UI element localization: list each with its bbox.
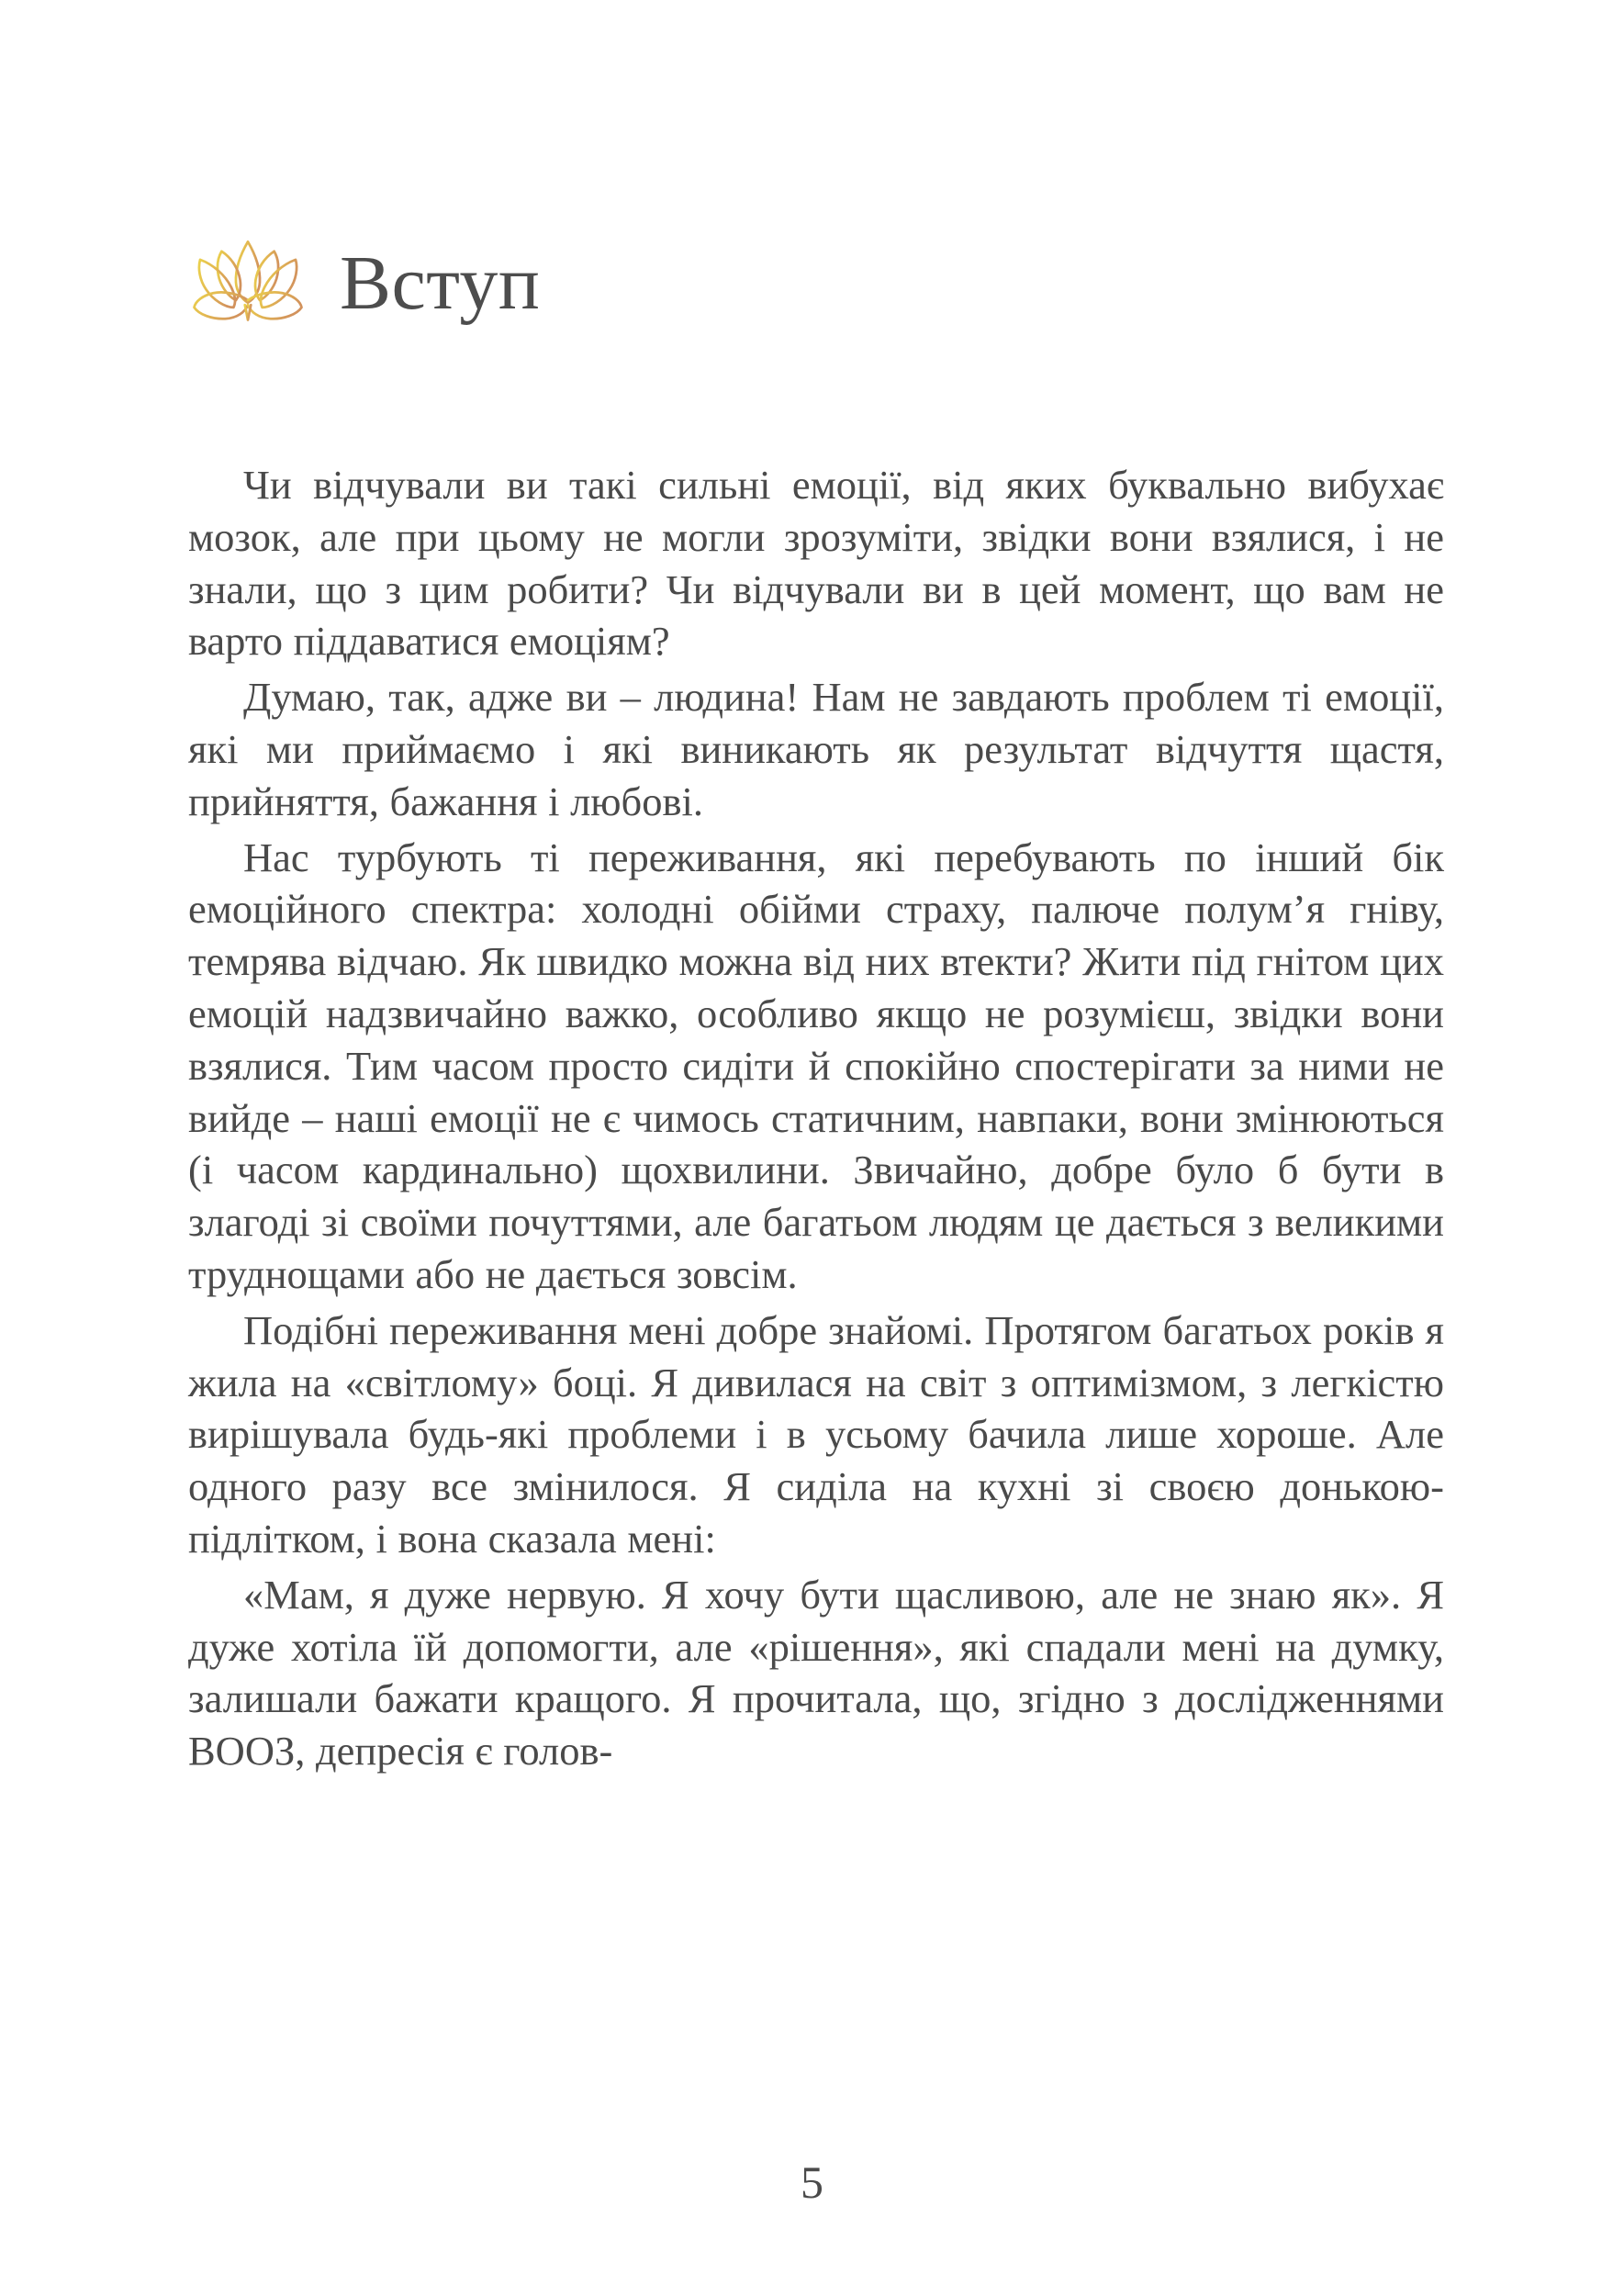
- page-content: [188, 0, 1444, 2295]
- page-number: 5: [801, 2156, 823, 2208]
- body-text: [188, 459, 1444, 1777]
- chapter-heading: [188, 209, 540, 347]
- paragraph: Нас турбують ті переживання, які перебувають по інший бік емоційного спектра: холодні обійми страху, палюче полум’я гніву, темрява відчаю. Як швидко можна від них втекти? Жити під гнітом цих емоцій надзвичайно важко, особливо якщо не розумієш, звідки вони взялися. Тим часом просто сидіти й спокійно спостерігати за ними не вийде – наші емоції не є чимось статичним, навпаки, вони змінюються (і часом кардинально) щохвилини. Звичайно, добре було б бути в злагоді зі своїми почуттями, але багатьом людям це дається з великими труднощами або не дається зовсім.: [188, 834, 1444, 1297]
- paragraph: Подібні переживання мені добре знайомі. Протягом багатьох років я жила на «світлому» боці. Я дивилася на світ з оптимізмом, з легкістю вирішувала будь-які проблеми і в усьому бачила лише хороше. Але одного разу все змінилося. Я сиділа на кухні зі своєю донькою-підлітком, і вона сказала мені:: [188, 1306, 1444, 1562]
- lotus-icon: [188, 218, 308, 338]
- paragraph: «Мам, я дуже нервую. Я хочу бути щасливою, але не знаю як». Я дуже хотіла їй допомогти, але «рішення», які спадали мені на думку, залишали бажати кращого. Я прочитала, що, згідно з дослідженнями ВООЗ, депресія є голов-: [188, 1571, 1444, 1774]
- page-title: Вступ: [340, 241, 541, 326]
- paragraph: Думаю, так, адже ви – людина! Нам не завдають проблем ті емоції, які ми приймаємо і які виникають як результат відчуття щастя, прийняття, бажання і любові.: [188, 674, 1444, 824]
- paragraph: Чи відчували ви такі сильні емоції, від яких буквально вибухає мозок, але при цьому не могли зрозуміти, звідки вони взялися, і не знали, що з цим робити? Чи відчували ви в цей момент, що вам не варто піддаватися емоціям?: [188, 462, 1444, 665]
